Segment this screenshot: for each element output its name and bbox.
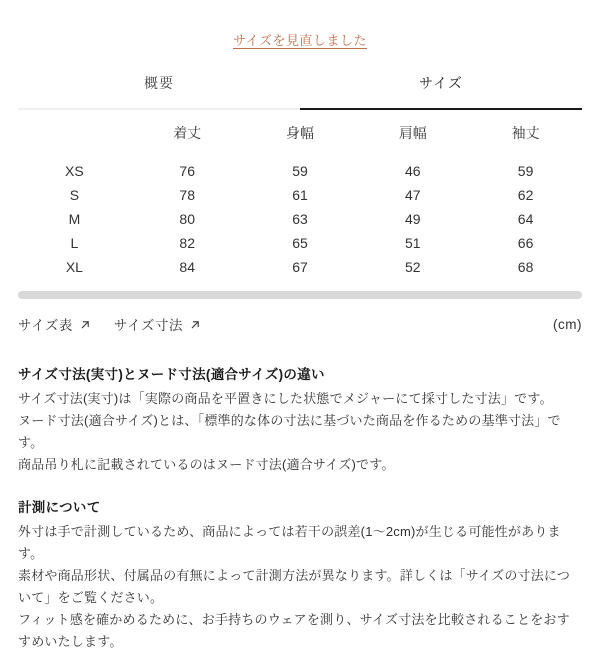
size-label: XL: [65, 259, 83, 275]
table-cell: 84: [179, 259, 195, 275]
table-cell: 49: [405, 211, 421, 227]
table-row: [18, 231, 582, 255]
size-table: [18, 123, 582, 279]
column-header-sleeve-length: 袖丈: [511, 125, 540, 141]
column-header-body-length: 着丈: [173, 125, 202, 141]
size-label: S: [69, 187, 80, 203]
table-cell: 59: [292, 163, 308, 179]
table-cell: 52: [405, 259, 421, 275]
size-table-header-row: [18, 123, 582, 159]
section-paragraph: 外寸は手で計測しているため、商品によっては若干の誤差(1〜2cm)が生じる可能性があります。: [18, 524, 561, 561]
arrow-up-right-icon: [79, 318, 92, 331]
table-cell: 51: [405, 235, 421, 251]
table-cell: 68: [517, 259, 534, 275]
size-label: L: [70, 235, 79, 251]
table-cell: 78: [179, 187, 195, 203]
table-cell: 64: [517, 211, 534, 227]
tab-size[interactable]: サイズ: [300, 73, 582, 110]
table-cell: 46: [405, 163, 421, 179]
table-cell: 47: [405, 187, 421, 203]
table-horizontal-scrollbar[interactable]: [18, 291, 582, 299]
column-header-shoulder-width: 肩幅: [398, 125, 427, 141]
table-cell: 59: [517, 163, 534, 179]
table-cell: 62: [517, 187, 534, 203]
table-cell: 80: [179, 211, 195, 227]
section-paragraph: フィット感を確かめるために、お手持ちのウェアを測り、サイズ寸法を比較されることをおすすめいたします。: [18, 612, 570, 649]
column-header-body-width: 身幅: [285, 125, 314, 141]
table-row: [18, 183, 582, 207]
table-cell: 67: [292, 259, 308, 275]
section-heading: 計測について: [18, 500, 101, 515]
unit-label: (cm): [553, 316, 582, 332]
section-about-measurement: [18, 497, 582, 653]
tab-overview[interactable]: 概要: [18, 73, 300, 110]
table-links-row: [18, 314, 582, 334]
size-label: M: [68, 211, 81, 227]
size-chart-link-label: サイズ表: [18, 318, 73, 333]
section-heading: サイズ寸法(実寸)とヌード寸法(適合サイズ)の違い: [18, 367, 325, 382]
section-measurement-difference: [18, 364, 582, 476]
size-chart-link[interactable]: [18, 314, 92, 334]
size-label: XS: [65, 163, 84, 179]
table-cell: 61: [292, 187, 308, 203]
size-measurement-link-label: サイズ寸法: [113, 318, 183, 333]
notice-row: [0, 0, 600, 50]
section-paragraph: 商品吊り札に記載されているのはヌード寸法(適合サイズ)です。: [18, 457, 395, 472]
tab-bar: [18, 73, 582, 110]
size-update-notice-link[interactable]: サイズを見直しました: [233, 33, 367, 48]
corner-cell: [18, 123, 131, 159]
section-paragraph: 素材や商品形状、付属品の有無によって計測方法が異なります。詳しくは「サイズの寸法について」をご覧ください。: [18, 568, 571, 605]
section-paragraph: サイズ寸法(実寸)は「実際の商品を平置きにした状態でメジャーにて採寸した寸法」です。: [18, 391, 553, 406]
table-row: [18, 159, 582, 183]
table-cell: 65: [292, 235, 308, 251]
table-cell: 66: [517, 235, 534, 251]
table-row: [18, 207, 582, 231]
table-row: [18, 255, 582, 279]
table-cell: 76: [179, 163, 195, 179]
arrow-up-right-icon: [189, 318, 202, 331]
table-cell: 63: [292, 211, 308, 227]
table-cell: 82: [179, 235, 195, 251]
size-measurement-link[interactable]: [114, 314, 202, 334]
section-paragraph: ヌード寸法(適合サイズ)とは、「標準的な体の寸法に基づいた商品を作るための基準寸法」です。: [18, 413, 561, 450]
